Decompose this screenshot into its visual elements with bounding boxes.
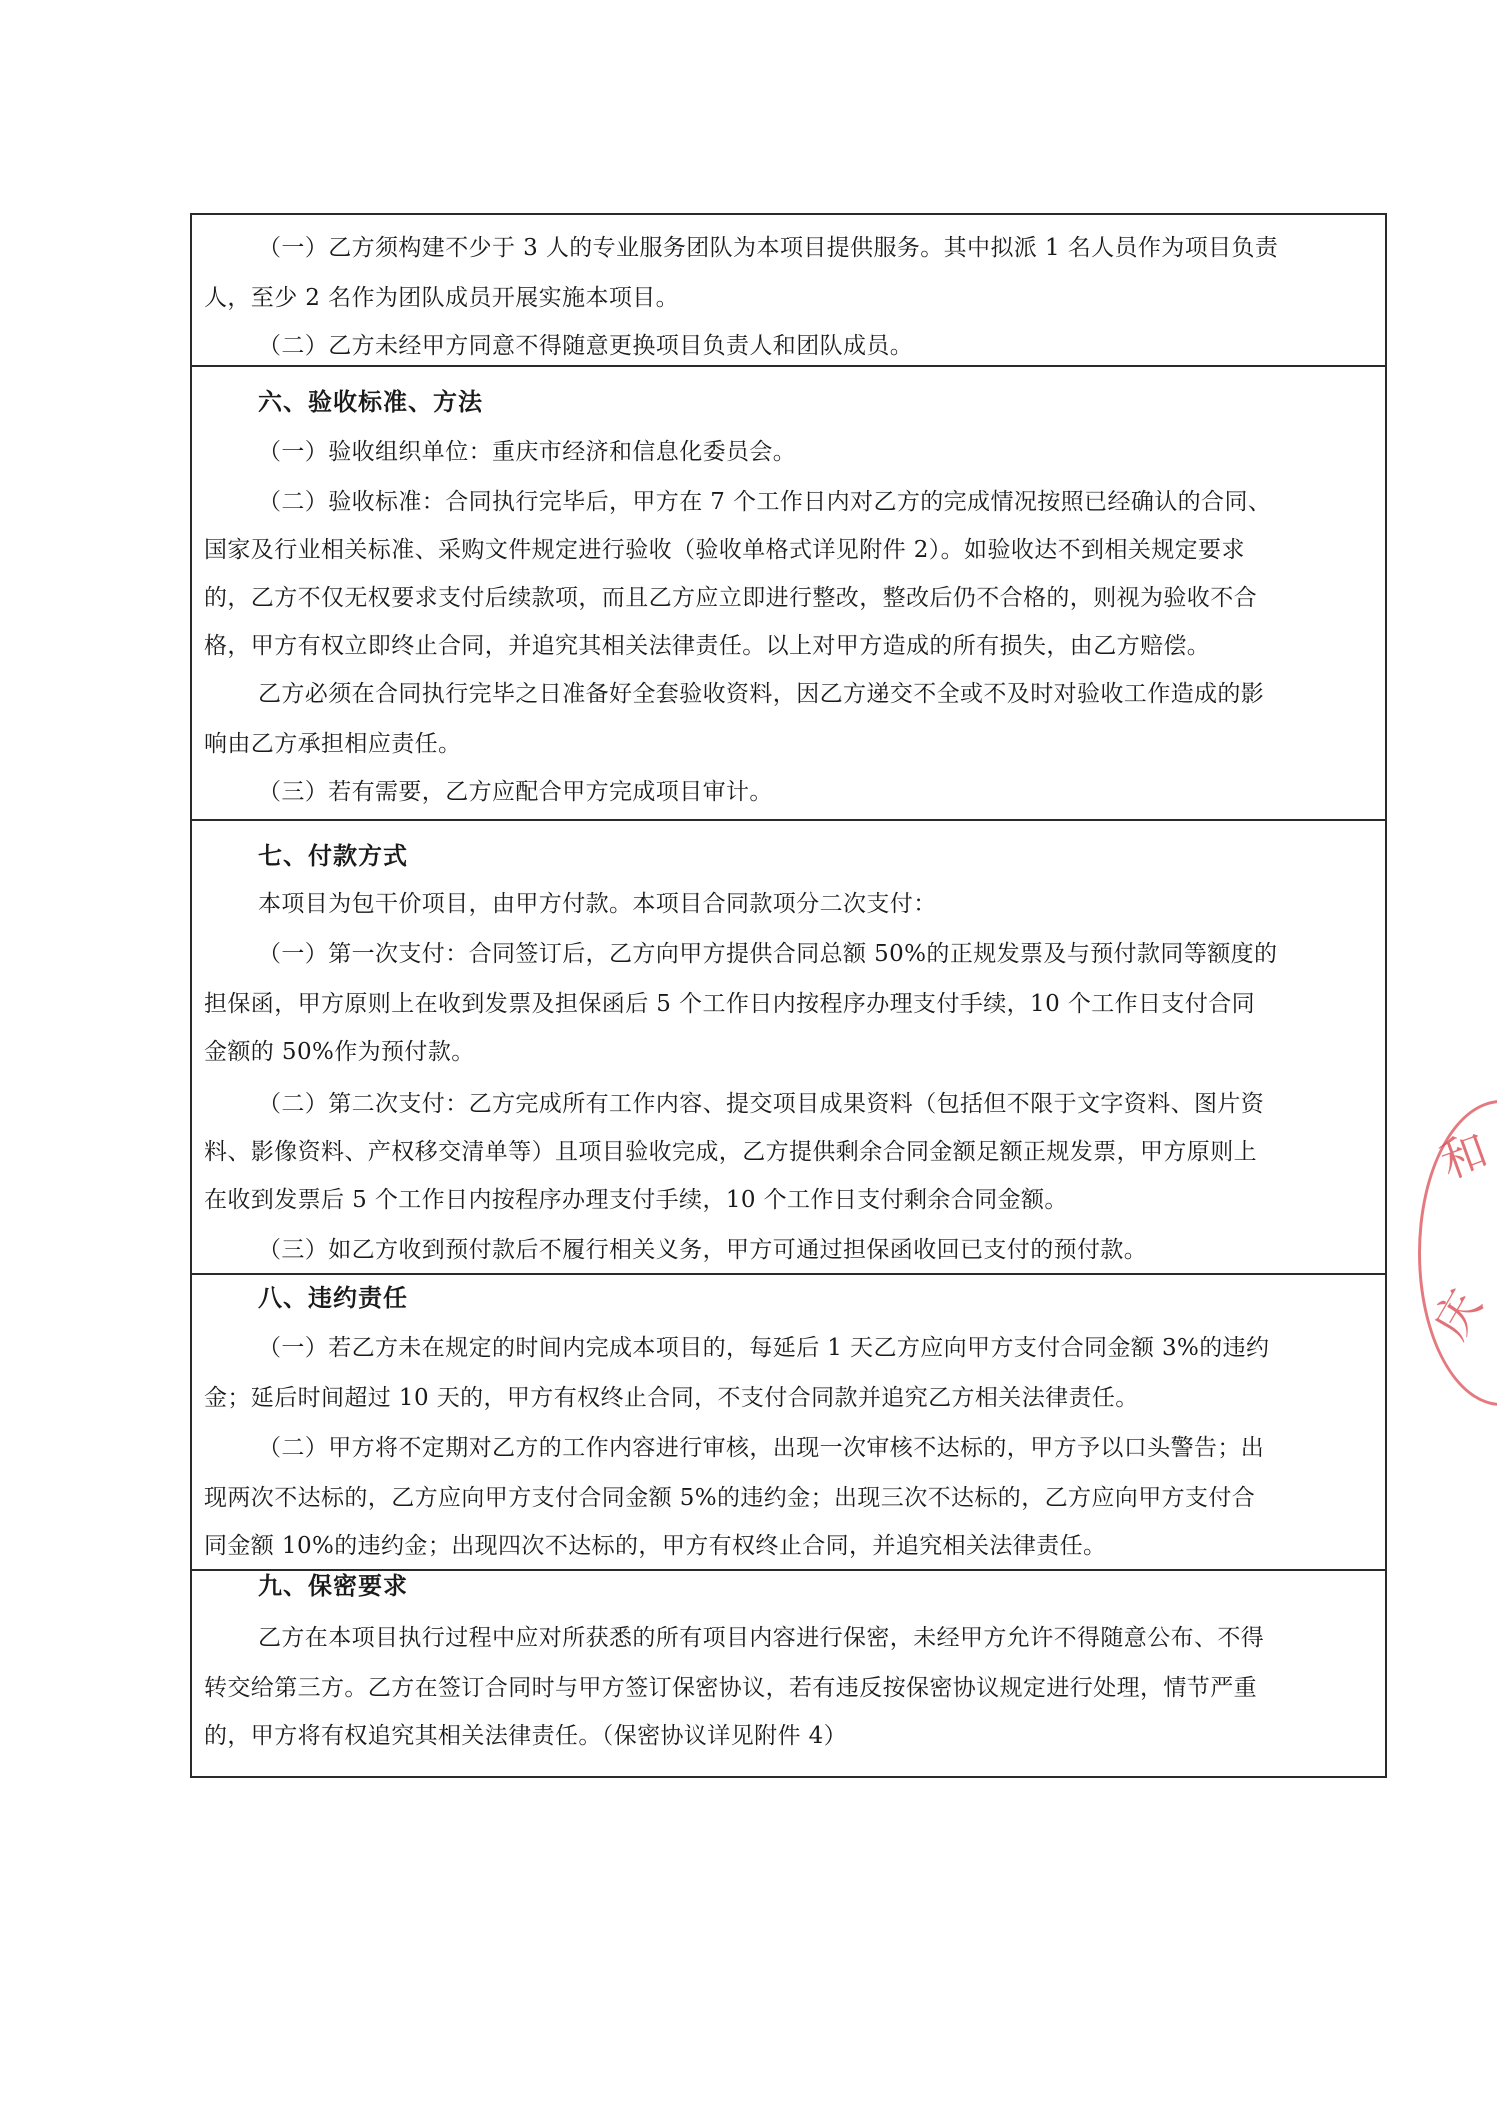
paragraph-line: 国家及行业相关标准、采购文件规定进行验收（验收单格式详见附件 2）。如验收达不到相关规定要求 — [204, 537, 1245, 563]
paragraph-line: 乙方必须在合同执行完毕之日准备好全套验收资料，因乙方递交不全或不及时对验收工作造成的影 — [258, 681, 1265, 707]
section-payment — [192, 821, 1385, 1275]
paragraph-line: （二）验收标准：合同执行完毕后，甲方在 7 个工作日内对乙方的完成情况按照已经确认的合同、 — [258, 489, 1272, 515]
paragraph-line: （一）验收组织单位：重庆市经济和信息化委员会。 — [258, 439, 797, 465]
section-confidentiality — [192, 1571, 1385, 1776]
paragraph-line: 的，乙方不仅无权要求支付后续款项，而且乙方应立即进行整改，整改后仍不合格的，则视为验收不合 — [204, 585, 1257, 611]
paragraph-line: 金；延后时间超过 10 天的，甲方有权终止合同，不支付合同款并追究乙方相关法律责任。 — [204, 1385, 1139, 1411]
paragraph-line: （一）第一次支付：合同签订后，乙方向甲方提供合同总额 50%的正规发票及与预付款同等额度的 — [258, 941, 1278, 967]
section-acceptance — [192, 367, 1385, 821]
paragraph-line: 人，至少 2 名作为团队成员开展实施本项目。 — [204, 285, 680, 311]
paragraph-line: 的，甲方将有权追究其相关法律责任。（保密协议详见附件 4） — [204, 1723, 848, 1749]
paragraph-line: （一）若乙方未在规定的时间内完成本项目的，每延后 1 天乙方应向甲方支付合同金额 3%的违约 — [258, 1335, 1270, 1361]
paragraph-line: （一）乙方须构建不少于 3 人的专业服务团队为本项目提供服务。其中拟派 1 名人员作为项目负责 — [258, 235, 1279, 261]
paragraph-line: 本项目为包干价项目，由甲方付款。本项目合同款项分二次支付： — [258, 891, 937, 917]
paragraph-line: （二）第二次支付：乙方完成所有工作内容、提交项目成果资料（包括但不限于文字资料、图片资 — [258, 1091, 1265, 1117]
paragraph-line: （二）乙方未经甲方同意不得随意更换项目负责人和团队成员。 — [258, 333, 914, 359]
paragraph-line: 料、影像资料、产权移交清单等）且项目验收完成，乙方提供剩余合同金额足额正规发票，甲方原则上 — [204, 1139, 1257, 1165]
paragraph-line: 现两次不达标的，乙方应向甲方支付合同金额 5%的违约金；出现三次不达标的，乙方应向甲方支付合 — [204, 1485, 1256, 1511]
section-breach — [192, 1275, 1385, 1571]
section-heading: 九、保密要求 — [258, 1571, 408, 1600]
paragraph-line: （三）如乙方收到预付款后不履行相关义务，甲方可通过担保函收回已支付的预付款。 — [258, 1237, 1148, 1263]
section-team — [192, 215, 1385, 367]
paragraph-line: （三）若有需要，乙方应配合甲方完成项目审计。 — [258, 779, 773, 805]
section-heading: 六、验收标准、方法 — [258, 387, 483, 416]
paragraph-line: 乙方在本项目执行过程中应对所获悉的所有项目内容进行保密，未经甲方允许不得随意公布、不得 — [258, 1625, 1265, 1651]
paragraph-line: 担保函，甲方原则上在收到发票及担保函后 5 个工作日内按程序办理支付手续，10 个工作日支付合同 — [204, 991, 1256, 1017]
paragraph-line: 金额的 50%作为预付款。 — [204, 1039, 475, 1065]
paragraph-line: （二）甲方将不定期对乙方的工作内容进行审核，出现一次审核不达标的，甲方予以口头警告；出 — [258, 1435, 1265, 1461]
seal-character: 和 — [1433, 1122, 1495, 1190]
paragraph-line: 响由乙方承担相应责任。 — [204, 731, 462, 757]
paragraph-line: 在收到发票后 5 个工作日内按程序办理支付手续，10 个工作日支付剩余合同金额。 — [204, 1187, 1068, 1213]
paragraph-line: 同金额 10%的违约金；出现四次不达标的，甲方有权终止合同，并追究相关法律责任。 — [204, 1533, 1107, 1559]
section-heading: 七、付款方式 — [258, 841, 408, 870]
paragraph-line: 转交给第三方。乙方在签订合同时与甲方签订保密协议，若有违反按保密协议规定进行处理，情节严重 — [204, 1675, 1257, 1701]
contract-table — [190, 213, 1387, 1778]
paragraph-line: 格，甲方有权立即终止合同，并追究其相关法律责任。以上对甲方造成的所有损失，由乙方赔偿。 — [204, 633, 1211, 659]
section-heading: 八、违约责任 — [258, 1283, 408, 1312]
seal-character: 庆 — [1422, 1281, 1493, 1348]
